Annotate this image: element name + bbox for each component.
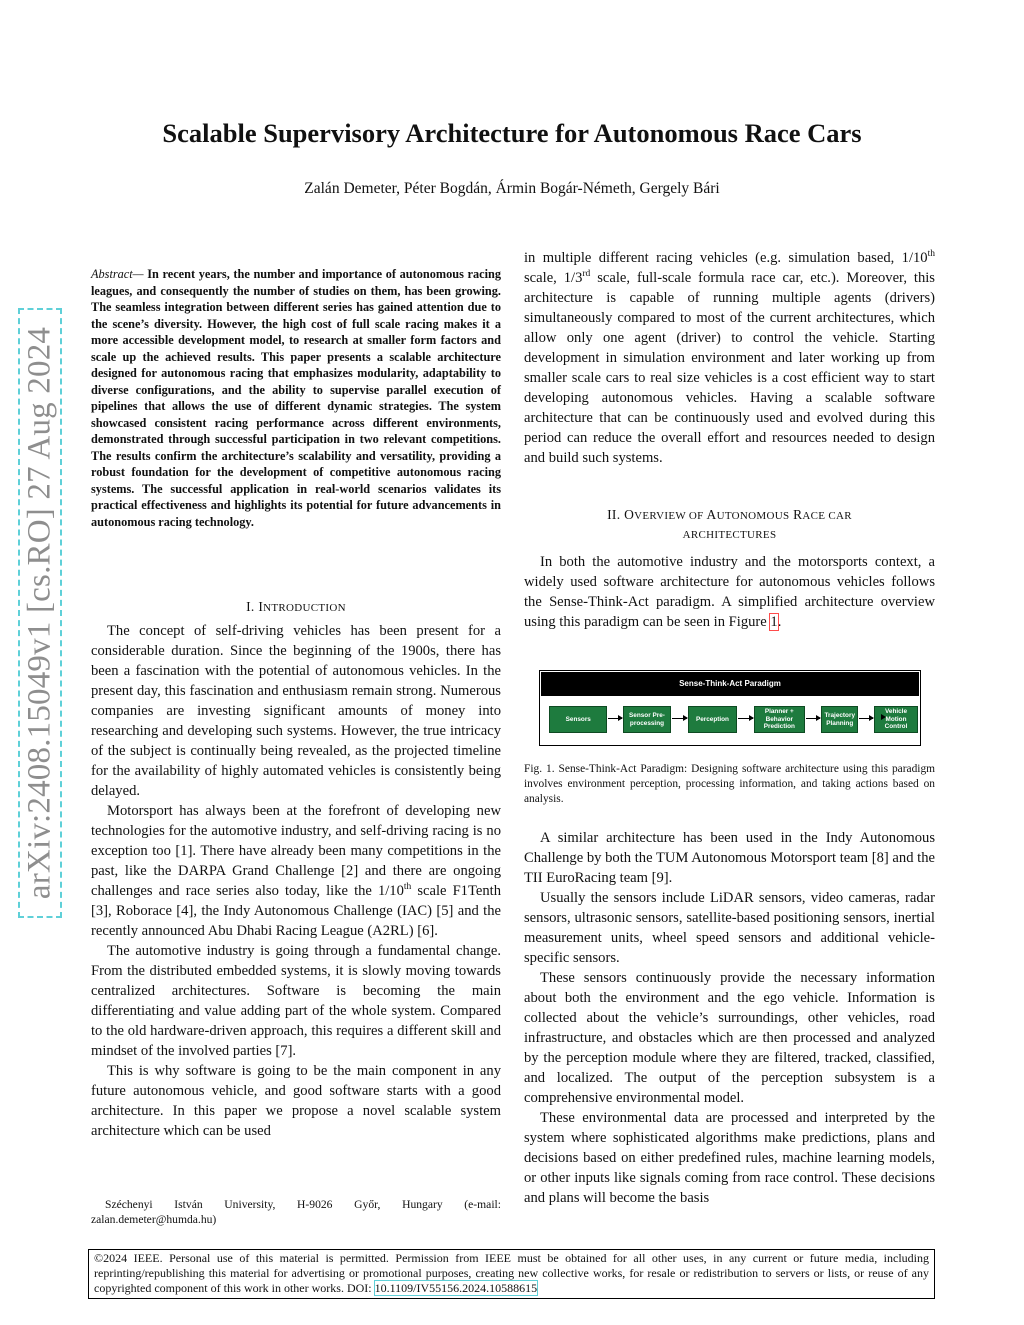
diagram-node-sensors: Sensors [549,706,607,733]
figure-1-link[interactable]: 1 [770,614,778,630]
figure-1-caption: Fig. 1. Sense-Think-Act Paradigm: Designing software architecture using this paradigm involves environment perception, processing information, and taking actions based on analysis. [524,763,935,805]
diagram-node-vehicle-motion-control: Vehicle Motion Control [874,706,918,733]
diagram-node-planner: Planner + Behavior Prediction [754,706,805,733]
abstract-label: Abstract [91,267,133,281]
intro-continuation [524,248,935,468]
paragraph: in multiple different racing vehicles (e.g. simulation based, 1/10th scale, 1/3rd scale, full-scale formula race car, etc.). Moreover, this architecture is capable of running multiple agents (drivers) simultaneously compared to most of the current architectures, which allow only one agent (driver) to control the vehicle. Starting development in simulation environment and later working up from smaller scale cars to real size vehicles is a cost efficient way to start developing autonomous vehicles. Having a scalable software architecture that can be continuously used and evolved during this period can reduce the overall effort and resources needed to design and build such systems. [524,249,935,466]
introduction-body [91,621,501,1141]
affiliation-footnote: Széchenyi István University, H-9026 Győr, Hungary (e-mail: zalan.demeter@humda.hu) [91,1198,501,1226]
abstract-text: In recent years, the number and importance of autonomous racing leagues, and consequently the number of studies on them, has been growing. The seamless integration between different series has gained attention due to the scene’s diversity. However, the high cost of full scale racing makes it a more accessible development model, to research at smaller form factors and scale up the achieved results. This paper presents a scalable architecture designed for autonomous racing that emphasizes modularity, adaptability to diverse configurations, and the ability to supervise parallel execution of pipelines that allows the use of different dynamic strategies. The system showcased consistent racing performance across different environments, demonstrated through successful participation in two relevant competitions. The results confirm the architecture’s scalability and versatility, providing a robust foundation for the development of competitive autonomous racing systems. The successful application in real-world scenarios validates its practical effectiveness and highlights its potential for future advancements in autonomous racing technology. [91,267,502,529]
paragraph: The concept of self-driving vehicles has been present for a considerable duration. Since the beginning of the 1900s, there has been a fascination with the potential of autonomous vehicles. In the present day, this fascination and enthusiasm remain strong. Numerous companies are investing significant amounts of money into researching and developing such systems. However, the true intricacy of the subject is continually being revealed, as the projected timeline for the availability of highly automated vehicles is consistently being delayed. [91,623,501,799]
figure-header: Sense-Think-Act Paradigm [541,672,919,696]
paragraph: Motorsport has always been at the forefront of developing new technologies for the automotive industry, and self-driving racing is no exception too [1]. There have already been many competitions in the past, like the DARPA Grand Challenge [2] and there are ongoing challenges and race series also today, like the 1/10th scale F1Tenth [3], Roborace [4], the Indy Autonomous Challenge (IAC) [5] and the recently announced Abu Dhabi Racing League (A2RL) [6]. [91,803,502,939]
paragraph: These environmental data are processed and interpreted by the system where sophisticated algorithms make predictions, plans and decisions based on either predefined rules, machine learning models, or other inputs like signals coming from race control. These decisions and plans will become the basis [524,1110,935,1206]
paragraph: A similar architecture has been used in the Indy Autonomous Challenge by both the TUM Autonomous Motorsport team [8] and the TII EuroRacing team [9]. [524,830,935,886]
overview-body [524,828,935,1208]
paragraph: The automotive industry is going through a fundamental change. From the distributed embedded systems, it is slowly moving towards centralized architectures. Software is becoming the main differentiating and value adding part of the whole system. Compared to the old hardware-driven approach, this requires a different skill and mindset of the involved parties [7]. [91,943,501,1059]
abstract [91,266,501,530]
overview-paragraph-1 [524,552,935,632]
diagram-arrow [859,718,873,719]
paper-title: Scalable Supervisory Architecture for Autonomous Race Cars [162,118,862,148]
arxiv-stamp[interactable] [18,308,62,918]
diagram-node-sensor-preprocessing: Sensor Pre-processing [623,706,671,733]
diagram-arrow [608,718,622,719]
section-heading-overview: II. OVERVIEW OF AUTONOMOUS RACE CAR ARCHITECTURES [607,507,852,541]
diagram-arrow [672,718,687,719]
doi-link[interactable]: 10.1109/IV55156.2024.10588615 [374,1281,538,1295]
paragraph: These sensors continuously provide the necessary information about both the environment and the ego vehicle. Information is collected about the vehicle’s surroundings, other vehicles, road infrastructure, and obstacles which are then processed and analyzed by the perception module where they are filtered, tracked, classified, and localized. The output of the perception subsystem is a comprehensive environmental model. [524,970,935,1106]
paragraph: This is why software is going to be the main component in any future autonomous vehicle, and good software starts with a good architecture. In this paper we propose a novel scalable system architecture which can be used [91,1063,501,1139]
figure-1 [539,670,921,746]
author-list: Zalán Demeter, Péter Bogdán, Ármin Bogár-Németh, Gergely Bári [304,180,720,197]
diagram-arrow [738,718,753,719]
diagram-arrow [806,718,821,719]
paragraph: Usually the sensors include LiDAR sensors, video cameras, radar sensors, ultrasonic sensors, satellite-based positioning sensors, inertial measurement units, wheel speed sensors and additional vehicle-specific sensors. [524,890,935,966]
diagram-node-perception: Perception [688,706,738,733]
abstract-dash: — [132,267,144,281]
paragraph: In both the automotive industry and the motorsports context, a widely used software architecture for autonomous vehicles follows the Sense-Think-Act paradigm. A simplified architecture overview using this paradigm can be seen in Figure 1. [524,554,935,630]
arxiv-id: arXiv:2408.15049v1 [cs.RO] 27 Aug 2024 [21,326,58,900]
copyright-notice: ©2024 IEEE. Personal use of this material is permitted. Permission from IEEE must be obtained for all other uses, in any current or future media, including reprinting/republishing this material for advertising or promotional purposes, creating new collective works, for resale or redistribution to servers or lists, or reuse of any copyrighted component of this work in other works. DOI: 10.1109/IV55156.2024.10588615 [88,1249,935,1299]
diagram-node-trajectory-planning: Trajectory Planning [821,706,858,733]
section-heading-introduction: I. INTRODUCTION [246,599,346,614]
